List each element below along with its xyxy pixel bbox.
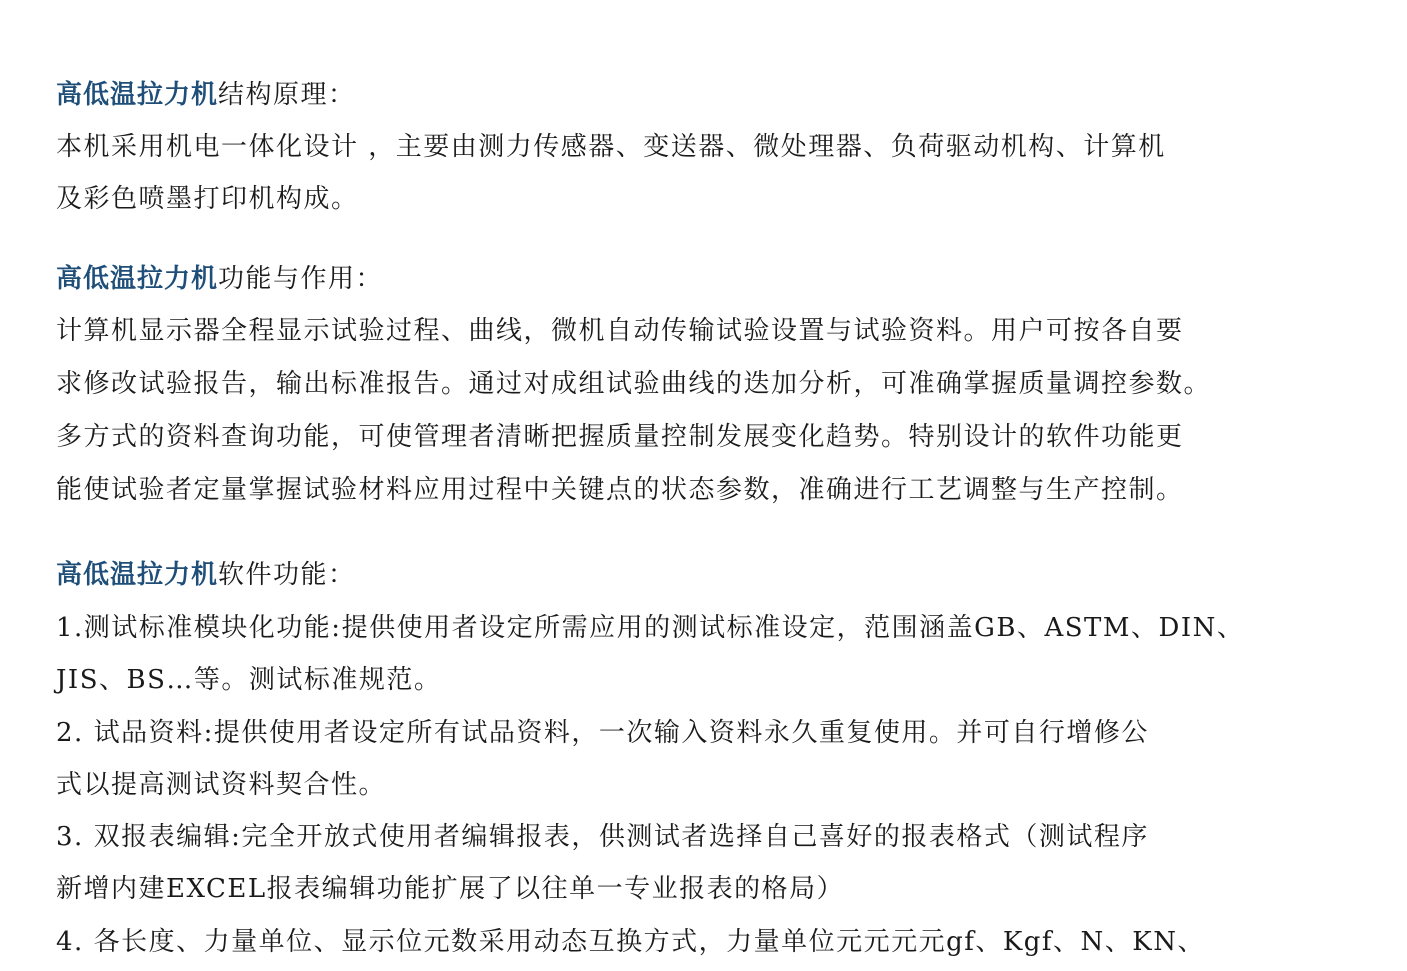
heading-product-term: 高低温拉力机 bbox=[56, 80, 219, 110]
section-heading-software bbox=[56, 558, 356, 592]
heading-product-term: 高低温拉力机 bbox=[56, 264, 219, 294]
list-item-line: 式以提高测试资料契合性。 bbox=[56, 770, 387, 800]
list-item-line: 2. 试品资料:提供使用者设定所有试品资料，一次输入资料永久重复使用。并可自行增修公 bbox=[56, 718, 1149, 748]
heading-topic: 软件功能： bbox=[218, 560, 356, 590]
section-heading-structure bbox=[56, 78, 356, 112]
list-item-line: 3. 双报表编辑:完全开放式使用者编辑报表，供测试者选择自己喜好的报表格式（测试程序 bbox=[56, 822, 1149, 852]
list-item-line: 4. 各长度、力量单位、显示位元数采用动态互换方式，力量单位元元元元gf、Kgf、N、KN、 bbox=[56, 927, 1205, 957]
heading-product-term: 高低温拉力机 bbox=[56, 560, 219, 590]
paragraph-line: 计算机显示器全程显示试验过程、曲线，微机自动传输试验设置与试验资料。用户可按各自要 bbox=[56, 316, 1184, 346]
section-heading-function bbox=[56, 262, 383, 296]
paragraph-line: 本机采用机电一体化设计 ，主要由测力传感器、变送器、微处理器、负荷驱动机构、计算机 bbox=[56, 132, 1166, 162]
list-item-line: 新增内建EXCEL报表编辑功能扩展了以往单一专业报表的格局） bbox=[56, 874, 845, 904]
paragraph-line: 求修改试验报告，输出标准报告。通过对成组试验曲线的迭加分析，可准确掌握质量调控参数。 bbox=[56, 369, 1212, 399]
heading-topic: 功能与作用： bbox=[218, 264, 384, 294]
list-item-line: 1.测试标准模块化功能:提供使用者设定所需应用的测试标准设定，范围涵盖GB、ASTM、DIN、 bbox=[56, 613, 1245, 643]
paragraph-line: 多方式的资料查询功能，可使管理者清晰把握质量控制发展变化趋势。特别设计的软件功能更 bbox=[56, 422, 1184, 452]
heading-topic: 结构原理： bbox=[218, 80, 356, 110]
list-item-line: JIS、BS…等。测试标准规范。 bbox=[56, 665, 442, 695]
paragraph-line: 及彩色喷墨打印机构成。 bbox=[56, 184, 359, 214]
paragraph-line: 能使试验者定量掌握试验材料应用过程中关键点的状态参数，准确进行工艺调整与生产控制。 bbox=[56, 475, 1184, 505]
